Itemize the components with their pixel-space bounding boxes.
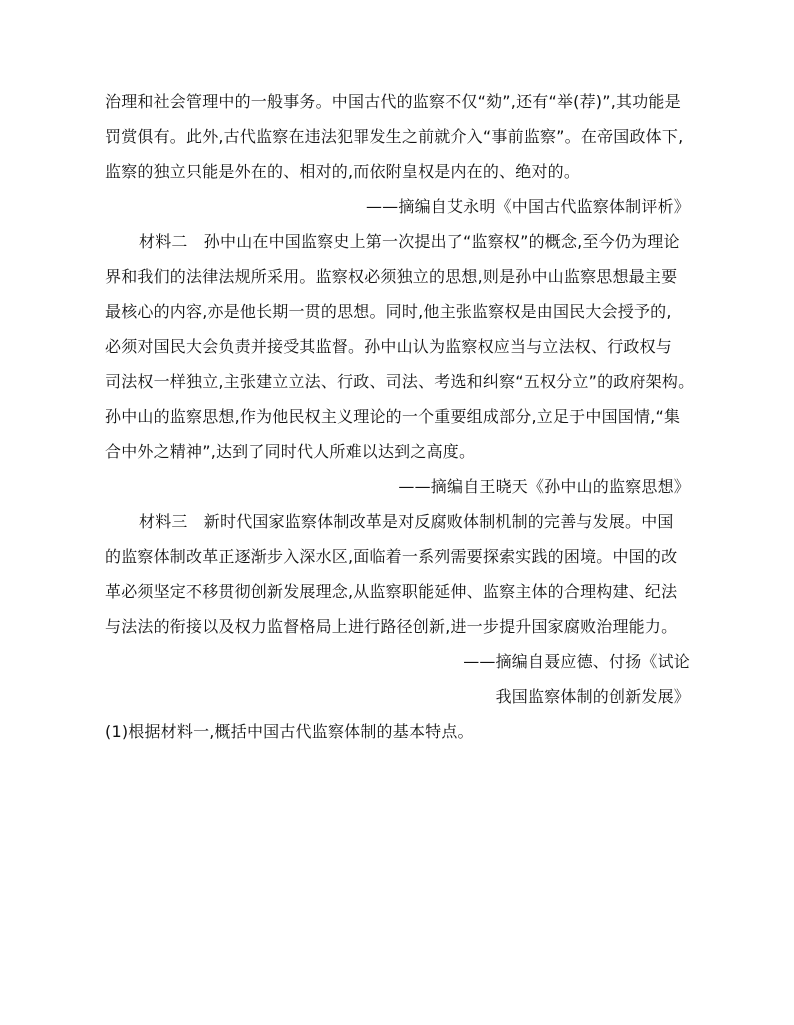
material3-source-line-2: 我国监察体制的创新发展》 [495,687,690,706]
material3-source-line-1: ——摘编自聂应德、付扬《试论 [463,652,690,671]
question-1: (1)根据材料一,概括中国古代监察体制的基本特点。 [105,722,474,741]
material2-line-4: 必须对国民大会负责并接受其监督。孙中山认为监察权应当与立法权、行政权与 [105,337,673,356]
material3-line-4: 与法法的衔接以及权力监督格局上进行路径创新,进一步提升国家腐败治理能力。 [105,617,678,636]
material3-line-2: 的监察体制改革正逐渐步入深水区,面临着一系列需要探索实践的困境。中国的改 [105,547,678,566]
document-page [105,84,695,749]
material1-line-3: 监察的独立只能是外在的、相对的,而依附皇权是内在的、绝对的。 [105,162,581,181]
material2-line-5: 司法权一样独立,主张建立立法、行政、司法、考选和纠察“五权分立”的政府架构。 [105,372,695,391]
material1-line-1: 治理和社会管理中的一般事务。中国古代的监察不仅“劾”,还有“举(荐)”,其功能是 [105,92,681,111]
material2-line-1: 材料二 孙中山在中国监察史上第一次提出了“监察权”的概念,至今仍为理论 [139,232,680,251]
material1-source: ——摘编自艾永明《中国古代监察体制评析》 [365,197,690,216]
material2-source: ——摘编自王晓天《孙中山的监察思想》 [398,477,690,496]
material1-line-2: 罚赏俱有。此外,古代监察在违法犯罪发生之前就介入“事前监察”。在帝国政体下, [105,127,684,146]
material2-line-2: 界和我们的法律法规所采用。监察权必须独立的思想,则是孙中山监察思想最主要 [105,267,678,286]
material3-line-1: 材料三 新时代国家监察体制改革是对反腐败体制机制的完善与发展。中国 [139,512,674,531]
material2-line-3: 最核心的内容,亦是他长期一贯的思想。同时,他主张监察权是由国民大会授予的, [105,302,672,321]
material3-line-3: 革必须坚定不移贯彻创新发展理念,从监察职能延伸、监察主体的合理构建、纪法 [105,582,678,601]
material2-line-7: 合中外之精神”,达到了同时代人所难以达到之高度。 [105,442,476,461]
material2-line-6: 孙中山的监察思想,作为他民权主义理论的一个重要组成部分,立足于中国国情,“集 [105,407,681,426]
